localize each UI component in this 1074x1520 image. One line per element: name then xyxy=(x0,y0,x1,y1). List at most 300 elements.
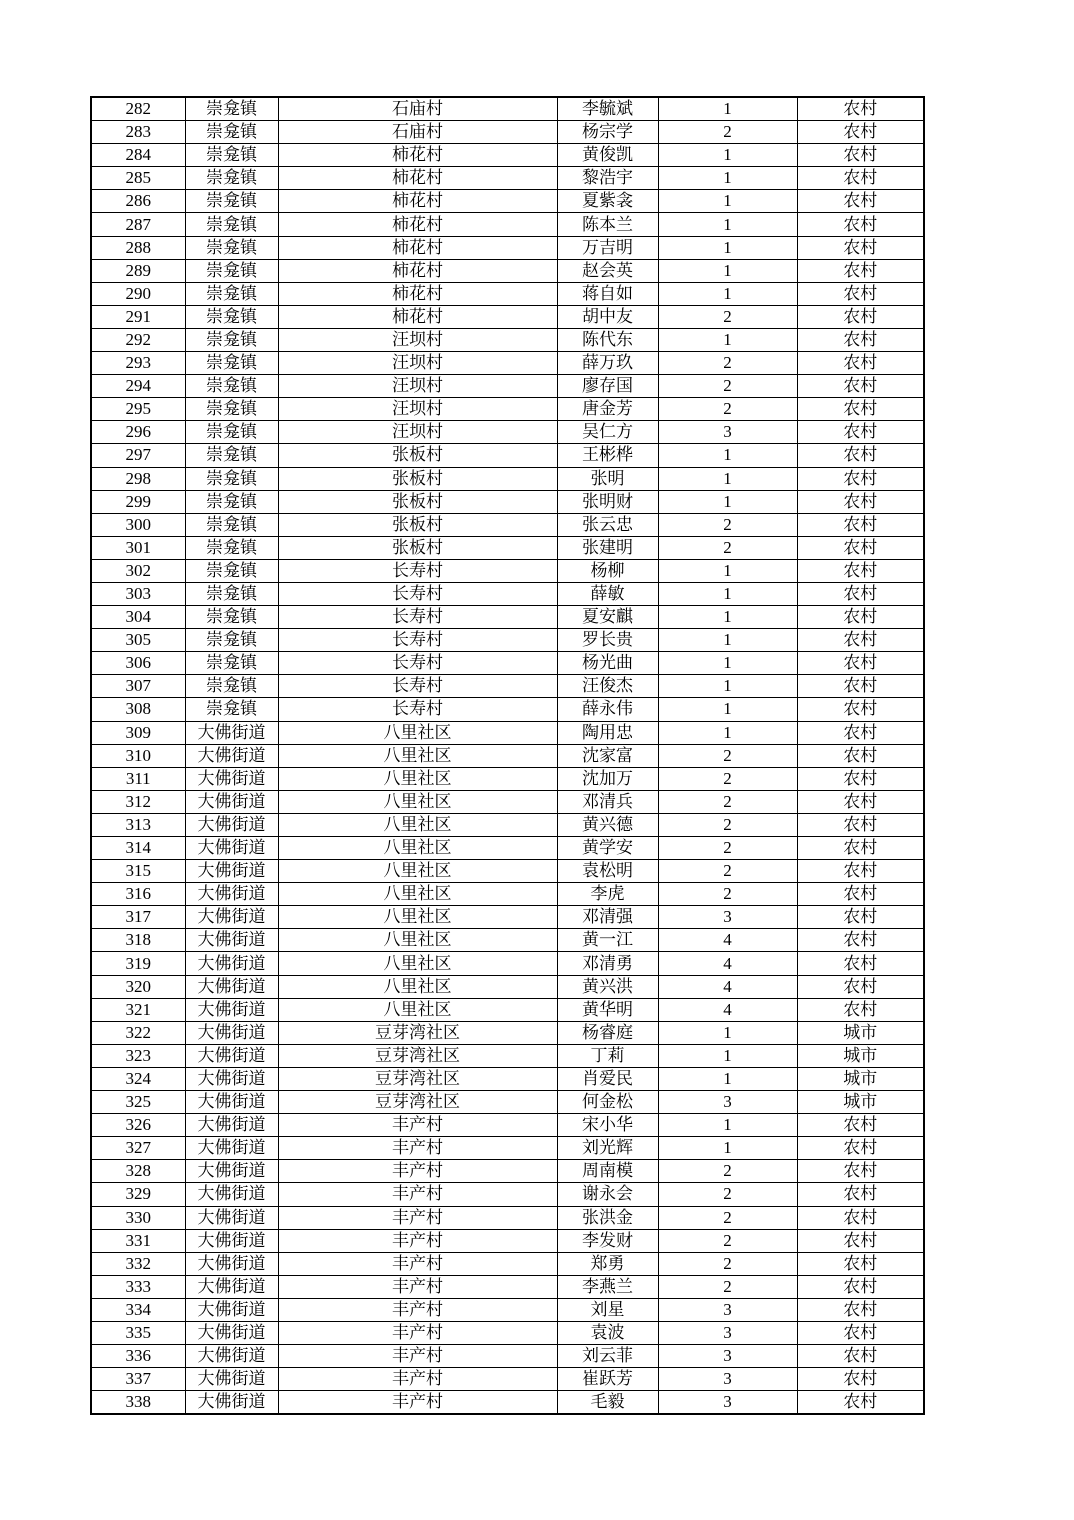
village-cell: 丰产村 xyxy=(278,1391,557,1415)
village-cell: 八里社区 xyxy=(278,744,557,767)
name-cell: 杨睿庭 xyxy=(557,1021,658,1044)
row-number-cell: 317 xyxy=(91,906,185,929)
row-number-cell: 285 xyxy=(91,167,185,190)
area-type-cell: 农村 xyxy=(797,952,924,975)
area-type-cell: 农村 xyxy=(797,259,924,282)
village-cell: 长寿村 xyxy=(278,675,557,698)
row-number-cell: 316 xyxy=(91,883,185,906)
village-cell: 长寿村 xyxy=(278,629,557,652)
table-row xyxy=(91,398,924,421)
village-cell: 张板村 xyxy=(278,490,557,513)
village-cell: 汪坝村 xyxy=(278,352,557,375)
table-row xyxy=(91,1298,924,1321)
row-number-cell: 321 xyxy=(91,998,185,1021)
household-size-cell: 1 xyxy=(658,97,797,121)
table-row xyxy=(91,167,924,190)
village-cell: 柿花村 xyxy=(278,236,557,259)
town-cell: 大佛街道 xyxy=(185,1160,278,1183)
table-row xyxy=(91,1021,924,1044)
area-type-cell: 农村 xyxy=(797,513,924,536)
area-type-cell: 农村 xyxy=(797,1229,924,1252)
row-number-cell: 323 xyxy=(91,1044,185,1067)
table-row xyxy=(91,236,924,259)
name-cell: 刘星 xyxy=(557,1298,658,1321)
village-cell: 丰产村 xyxy=(278,1298,557,1321)
name-cell: 廖存国 xyxy=(557,375,658,398)
row-number-cell: 318 xyxy=(91,929,185,952)
household-size-cell: 4 xyxy=(658,929,797,952)
village-cell: 长寿村 xyxy=(278,652,557,675)
village-cell: 丰产村 xyxy=(278,1206,557,1229)
town-cell: 大佛街道 xyxy=(185,1275,278,1298)
town-cell: 崇龛镇 xyxy=(185,236,278,259)
household-size-cell: 1 xyxy=(658,328,797,351)
table-row xyxy=(91,675,924,698)
household-size-cell: 2 xyxy=(658,860,797,883)
village-cell: 张板村 xyxy=(278,513,557,536)
name-cell: 黄学安 xyxy=(557,837,658,860)
table-row xyxy=(91,606,924,629)
area-type-cell: 农村 xyxy=(797,1391,924,1415)
village-cell: 张板村 xyxy=(278,444,557,467)
table-row xyxy=(91,906,924,929)
household-size-cell: 1 xyxy=(658,559,797,582)
village-cell: 八里社区 xyxy=(278,906,557,929)
row-number-cell: 313 xyxy=(91,813,185,836)
name-cell: 胡中友 xyxy=(557,305,658,328)
table-row xyxy=(91,767,924,790)
area-type-cell: 农村 xyxy=(797,328,924,351)
row-number-cell: 337 xyxy=(91,1368,185,1391)
table-row xyxy=(91,582,924,605)
household-size-cell: 2 xyxy=(658,375,797,398)
table-row xyxy=(91,1275,924,1298)
area-type-cell: 农村 xyxy=(797,167,924,190)
area-type-cell: 农村 xyxy=(797,1275,924,1298)
area-type-cell: 农村 xyxy=(797,559,924,582)
village-cell: 汪坝村 xyxy=(278,398,557,421)
village-cell: 石庙村 xyxy=(278,97,557,121)
row-number-cell: 294 xyxy=(91,375,185,398)
town-cell: 大佛街道 xyxy=(185,1298,278,1321)
row-number-cell: 292 xyxy=(91,328,185,351)
village-cell: 柿花村 xyxy=(278,305,557,328)
town-cell: 大佛街道 xyxy=(185,744,278,767)
name-cell: 袁波 xyxy=(557,1321,658,1344)
town-cell: 大佛街道 xyxy=(185,721,278,744)
town-cell: 崇龛镇 xyxy=(185,444,278,467)
village-cell: 长寿村 xyxy=(278,559,557,582)
name-cell: 蒋自如 xyxy=(557,282,658,305)
table-row xyxy=(91,813,924,836)
name-cell: 谢永会 xyxy=(557,1183,658,1206)
name-cell: 袁松明 xyxy=(557,860,658,883)
town-cell: 崇龛镇 xyxy=(185,352,278,375)
household-size-cell: 2 xyxy=(658,352,797,375)
area-type-cell: 农村 xyxy=(797,1137,924,1160)
area-type-cell: 农村 xyxy=(797,1206,924,1229)
table-row xyxy=(91,305,924,328)
name-cell: 黄兴德 xyxy=(557,813,658,836)
area-type-cell: 农村 xyxy=(797,721,924,744)
name-cell: 李燕兰 xyxy=(557,1275,658,1298)
row-number-cell: 310 xyxy=(91,744,185,767)
row-number-cell: 315 xyxy=(91,860,185,883)
town-cell: 大佛街道 xyxy=(185,860,278,883)
area-type-cell: 农村 xyxy=(797,582,924,605)
row-number-cell: 322 xyxy=(91,1021,185,1044)
town-cell: 崇龛镇 xyxy=(185,190,278,213)
household-size-cell: 1 xyxy=(658,675,797,698)
name-cell: 刘云菲 xyxy=(557,1345,658,1368)
village-cell: 张板村 xyxy=(278,467,557,490)
household-size-cell: 3 xyxy=(658,906,797,929)
row-number-cell: 320 xyxy=(91,975,185,998)
area-type-cell: 农村 xyxy=(797,929,924,952)
household-size-cell: 1 xyxy=(658,606,797,629)
table-row xyxy=(91,282,924,305)
name-cell: 宋小华 xyxy=(557,1114,658,1137)
household-size-cell: 2 xyxy=(658,1206,797,1229)
village-cell: 张板村 xyxy=(278,536,557,559)
name-cell: 赵会英 xyxy=(557,259,658,282)
household-size-cell: 1 xyxy=(658,1114,797,1137)
town-cell: 崇龛镇 xyxy=(185,606,278,629)
row-number-cell: 282 xyxy=(91,97,185,121)
household-size-cell: 1 xyxy=(658,167,797,190)
area-type-cell: 农村 xyxy=(797,790,924,813)
village-cell: 石庙村 xyxy=(278,121,557,144)
town-cell: 大佛街道 xyxy=(185,813,278,836)
name-cell: 沈家富 xyxy=(557,744,658,767)
name-cell: 夏安麒 xyxy=(557,606,658,629)
town-cell: 大佛街道 xyxy=(185,1368,278,1391)
row-number-cell: 284 xyxy=(91,144,185,167)
village-cell: 长寿村 xyxy=(278,606,557,629)
village-cell: 豆芽湾社区 xyxy=(278,1091,557,1114)
row-number-cell: 290 xyxy=(91,282,185,305)
data-table xyxy=(90,96,925,1415)
town-cell: 崇龛镇 xyxy=(185,536,278,559)
row-number-cell: 329 xyxy=(91,1183,185,1206)
name-cell: 李发财 xyxy=(557,1229,658,1252)
town-cell: 崇龛镇 xyxy=(185,121,278,144)
household-size-cell: 4 xyxy=(658,975,797,998)
household-size-cell: 3 xyxy=(658,1091,797,1114)
table-row xyxy=(91,1368,924,1391)
name-cell: 张洪金 xyxy=(557,1206,658,1229)
town-cell: 大佛街道 xyxy=(185,790,278,813)
household-size-cell: 1 xyxy=(658,467,797,490)
table-row xyxy=(91,629,924,652)
town-cell: 崇龛镇 xyxy=(185,490,278,513)
table-row xyxy=(91,1067,924,1090)
town-cell: 崇龛镇 xyxy=(185,167,278,190)
name-cell: 薛永伟 xyxy=(557,698,658,721)
town-cell: 崇龛镇 xyxy=(185,652,278,675)
area-type-cell: 农村 xyxy=(797,490,924,513)
area-type-cell: 农村 xyxy=(797,606,924,629)
town-cell: 大佛街道 xyxy=(185,1183,278,1206)
table-row xyxy=(91,1114,924,1137)
household-size-cell: 1 xyxy=(658,698,797,721)
town-cell: 崇龛镇 xyxy=(185,629,278,652)
row-number-cell: 289 xyxy=(91,259,185,282)
row-number-cell: 311 xyxy=(91,767,185,790)
town-cell: 崇龛镇 xyxy=(185,282,278,305)
table-row xyxy=(91,698,924,721)
household-size-cell: 1 xyxy=(658,1044,797,1067)
table-row xyxy=(91,1345,924,1368)
town-cell: 大佛街道 xyxy=(185,1044,278,1067)
table-row xyxy=(91,929,924,952)
area-type-cell: 农村 xyxy=(797,998,924,1021)
village-cell: 柿花村 xyxy=(278,282,557,305)
town-cell: 崇龛镇 xyxy=(185,559,278,582)
area-type-cell: 农村 xyxy=(797,536,924,559)
table-row xyxy=(91,352,924,375)
town-cell: 崇龛镇 xyxy=(185,467,278,490)
household-size-cell: 2 xyxy=(658,1275,797,1298)
town-cell: 大佛街道 xyxy=(185,1345,278,1368)
row-number-cell: 324 xyxy=(91,1067,185,1090)
household-size-cell: 2 xyxy=(658,790,797,813)
household-size-cell: 2 xyxy=(658,744,797,767)
area-type-cell: 农村 xyxy=(797,837,924,860)
household-size-cell: 2 xyxy=(658,1252,797,1275)
area-type-cell: 农村 xyxy=(797,444,924,467)
household-size-cell: 1 xyxy=(658,1067,797,1090)
row-number-cell: 309 xyxy=(91,721,185,744)
row-number-cell: 299 xyxy=(91,490,185,513)
area-type-cell: 农村 xyxy=(797,883,924,906)
area-type-cell: 农村 xyxy=(797,467,924,490)
row-number-cell: 327 xyxy=(91,1137,185,1160)
area-type-cell: 农村 xyxy=(797,282,924,305)
household-size-cell: 2 xyxy=(658,305,797,328)
village-cell: 丰产村 xyxy=(278,1275,557,1298)
town-cell: 崇龛镇 xyxy=(185,698,278,721)
town-cell: 崇龛镇 xyxy=(185,213,278,236)
village-cell: 豆芽湾社区 xyxy=(278,1021,557,1044)
household-size-cell: 2 xyxy=(658,513,797,536)
village-cell: 丰产村 xyxy=(278,1252,557,1275)
town-cell: 大佛街道 xyxy=(185,929,278,952)
town-cell: 崇龛镇 xyxy=(185,375,278,398)
household-size-cell: 1 xyxy=(658,444,797,467)
name-cell: 邓清兵 xyxy=(557,790,658,813)
area-type-cell: 农村 xyxy=(797,1160,924,1183)
row-number-cell: 301 xyxy=(91,536,185,559)
household-size-cell: 1 xyxy=(658,721,797,744)
area-type-cell: 农村 xyxy=(797,97,924,121)
name-cell: 薛敏 xyxy=(557,582,658,605)
town-cell: 大佛街道 xyxy=(185,1391,278,1415)
table-row xyxy=(91,490,924,513)
area-type-cell: 农村 xyxy=(797,121,924,144)
name-cell: 刘光辉 xyxy=(557,1137,658,1160)
area-type-cell: 农村 xyxy=(797,375,924,398)
town-cell: 崇龛镇 xyxy=(185,675,278,698)
table-row xyxy=(91,860,924,883)
name-cell: 毛毅 xyxy=(557,1391,658,1415)
name-cell: 张建明 xyxy=(557,536,658,559)
village-cell: 长寿村 xyxy=(278,698,557,721)
town-cell: 崇龛镇 xyxy=(185,398,278,421)
village-cell: 丰产村 xyxy=(278,1321,557,1344)
name-cell: 薛万玖 xyxy=(557,352,658,375)
town-cell: 大佛街道 xyxy=(185,1229,278,1252)
town-cell: 大佛街道 xyxy=(185,1321,278,1344)
row-number-cell: 334 xyxy=(91,1298,185,1321)
town-cell: 大佛街道 xyxy=(185,906,278,929)
table-row xyxy=(91,213,924,236)
town-cell: 大佛街道 xyxy=(185,1067,278,1090)
household-size-cell: 1 xyxy=(658,259,797,282)
village-cell: 八里社区 xyxy=(278,998,557,1021)
name-cell: 沈加万 xyxy=(557,767,658,790)
row-number-cell: 332 xyxy=(91,1252,185,1275)
village-cell: 丰产村 xyxy=(278,1368,557,1391)
row-number-cell: 296 xyxy=(91,421,185,444)
row-number-cell: 288 xyxy=(91,236,185,259)
village-cell: 八里社区 xyxy=(278,837,557,860)
household-size-cell: 4 xyxy=(658,952,797,975)
town-cell: 崇龛镇 xyxy=(185,97,278,121)
row-number-cell: 283 xyxy=(91,121,185,144)
town-cell: 大佛街道 xyxy=(185,1252,278,1275)
row-number-cell: 286 xyxy=(91,190,185,213)
row-number-cell: 307 xyxy=(91,675,185,698)
town-cell: 大佛街道 xyxy=(185,1021,278,1044)
table-row xyxy=(91,1391,924,1415)
household-size-cell: 1 xyxy=(658,144,797,167)
village-cell: 汪坝村 xyxy=(278,421,557,444)
household-size-cell: 3 xyxy=(658,1345,797,1368)
name-cell: 郑勇 xyxy=(557,1252,658,1275)
row-number-cell: 335 xyxy=(91,1321,185,1344)
table-row xyxy=(91,144,924,167)
name-cell: 李虎 xyxy=(557,883,658,906)
village-cell: 汪坝村 xyxy=(278,328,557,351)
table-row xyxy=(91,744,924,767)
name-cell: 周南模 xyxy=(557,1160,658,1183)
area-type-cell: 农村 xyxy=(797,1114,924,1137)
row-number-cell: 305 xyxy=(91,629,185,652)
town-cell: 崇龛镇 xyxy=(185,144,278,167)
household-size-cell: 1 xyxy=(658,629,797,652)
area-type-cell: 农村 xyxy=(797,1321,924,1344)
name-cell: 黄俊凯 xyxy=(557,144,658,167)
name-cell: 邓清强 xyxy=(557,906,658,929)
name-cell: 杨光曲 xyxy=(557,652,658,675)
area-type-cell: 农村 xyxy=(797,629,924,652)
table-row xyxy=(91,790,924,813)
village-cell: 豆芽湾社区 xyxy=(278,1044,557,1067)
row-number-cell: 306 xyxy=(91,652,185,675)
household-size-cell: 3 xyxy=(658,1391,797,1415)
table-row xyxy=(91,328,924,351)
table-row xyxy=(91,559,924,582)
town-cell: 大佛街道 xyxy=(185,975,278,998)
row-number-cell: 295 xyxy=(91,398,185,421)
village-cell: 柿花村 xyxy=(278,190,557,213)
name-cell: 张云忠 xyxy=(557,513,658,536)
area-type-cell: 农村 xyxy=(797,1298,924,1321)
name-cell: 黎浩宇 xyxy=(557,167,658,190)
row-number-cell: 291 xyxy=(91,305,185,328)
area-type-cell: 农村 xyxy=(797,744,924,767)
row-number-cell: 330 xyxy=(91,1206,185,1229)
household-size-cell: 1 xyxy=(658,213,797,236)
table-row xyxy=(91,998,924,1021)
row-number-cell: 325 xyxy=(91,1091,185,1114)
table-row xyxy=(91,190,924,213)
household-size-cell: 2 xyxy=(658,1229,797,1252)
row-number-cell: 293 xyxy=(91,352,185,375)
area-type-cell: 农村 xyxy=(797,860,924,883)
name-cell: 张明财 xyxy=(557,490,658,513)
village-cell: 丰产村 xyxy=(278,1160,557,1183)
name-cell: 黄一江 xyxy=(557,929,658,952)
row-number-cell: 319 xyxy=(91,952,185,975)
name-cell: 陶用忠 xyxy=(557,721,658,744)
row-number-cell: 336 xyxy=(91,1345,185,1368)
area-type-cell: 农村 xyxy=(797,190,924,213)
village-cell: 柿花村 xyxy=(278,167,557,190)
town-cell: 大佛街道 xyxy=(185,998,278,1021)
household-size-cell: 1 xyxy=(658,582,797,605)
household-size-cell: 2 xyxy=(658,1160,797,1183)
table-body xyxy=(91,97,924,1414)
area-type-cell: 农村 xyxy=(797,398,924,421)
town-cell: 崇龛镇 xyxy=(185,421,278,444)
area-type-cell: 农村 xyxy=(797,1183,924,1206)
area-type-cell: 农村 xyxy=(797,652,924,675)
household-size-cell: 4 xyxy=(658,998,797,1021)
table-row xyxy=(91,952,924,975)
table-row xyxy=(91,444,924,467)
household-size-cell: 2 xyxy=(658,398,797,421)
area-type-cell: 城市 xyxy=(797,1067,924,1090)
village-cell: 长寿村 xyxy=(278,582,557,605)
row-number-cell: 314 xyxy=(91,837,185,860)
town-cell: 大佛街道 xyxy=(185,1206,278,1229)
area-type-cell: 农村 xyxy=(797,906,924,929)
row-number-cell: 328 xyxy=(91,1160,185,1183)
name-cell: 李毓斌 xyxy=(557,97,658,121)
name-cell: 王彬桦 xyxy=(557,444,658,467)
household-size-cell: 1 xyxy=(658,1021,797,1044)
table-row xyxy=(91,375,924,398)
village-cell: 八里社区 xyxy=(278,929,557,952)
town-cell: 大佛街道 xyxy=(185,767,278,790)
area-type-cell: 城市 xyxy=(797,1044,924,1067)
village-cell: 八里社区 xyxy=(278,813,557,836)
name-cell: 吴仁方 xyxy=(557,421,658,444)
household-size-cell: 2 xyxy=(658,1183,797,1206)
table-row xyxy=(91,883,924,906)
name-cell: 汪俊杰 xyxy=(557,675,658,698)
town-cell: 大佛街道 xyxy=(185,952,278,975)
name-cell: 万吉明 xyxy=(557,236,658,259)
village-cell: 柿花村 xyxy=(278,144,557,167)
table-row xyxy=(91,1091,924,1114)
household-size-cell: 2 xyxy=(658,813,797,836)
table-row xyxy=(91,513,924,536)
household-size-cell: 1 xyxy=(658,1137,797,1160)
table-row xyxy=(91,837,924,860)
